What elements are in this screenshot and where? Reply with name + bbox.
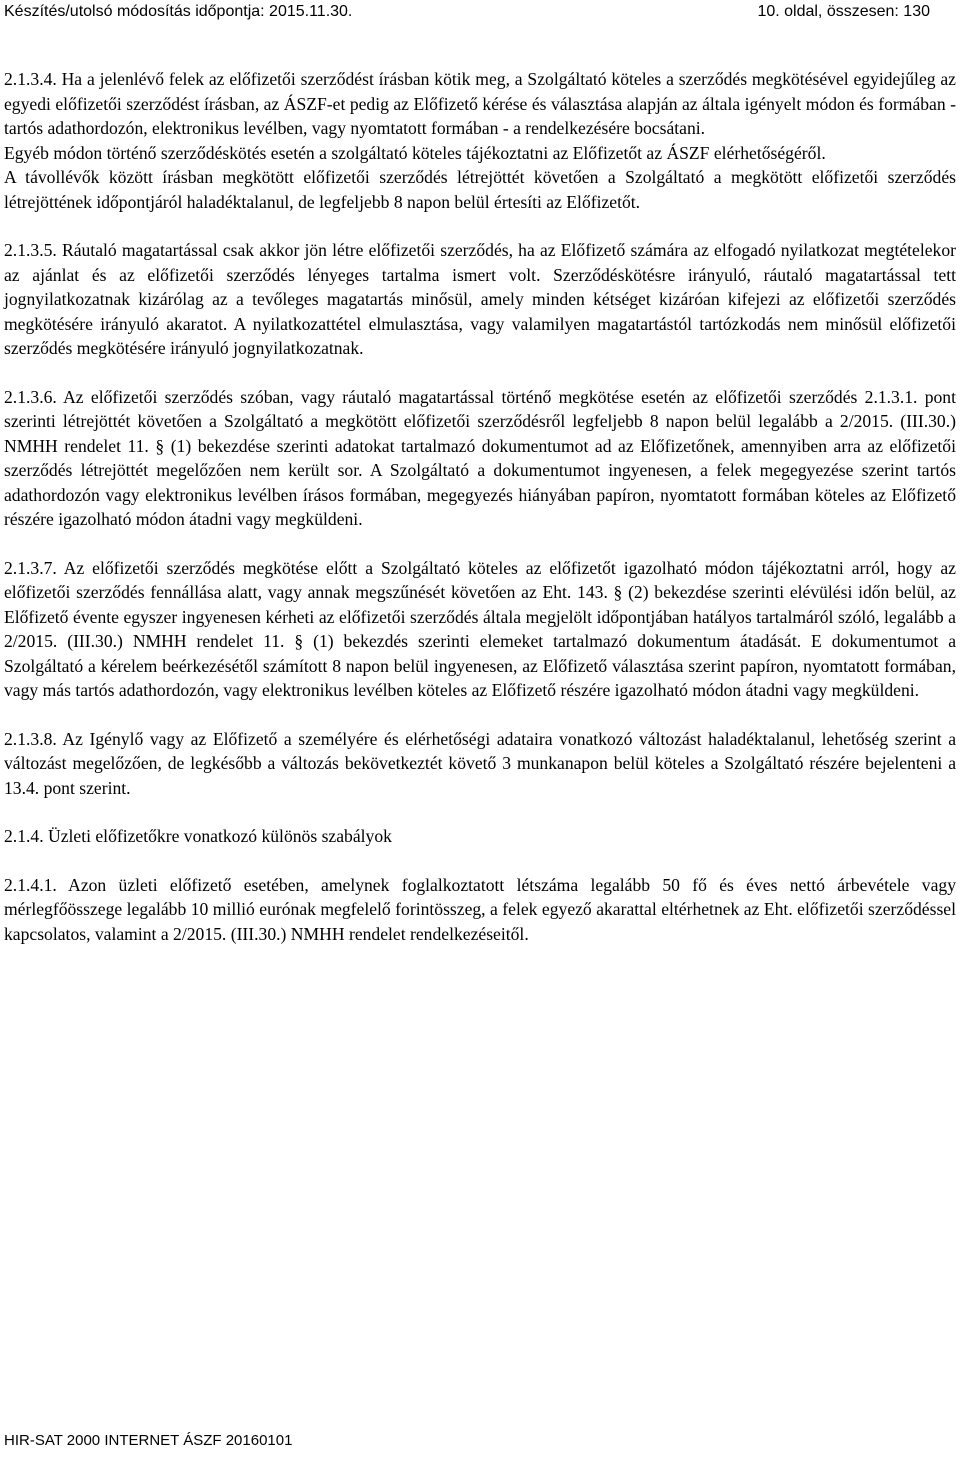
header-timestamp: Készítés/utolsó módosítás időpontja: 2015.11.30. (4, 3, 353, 20)
paragraph-distance-contract: A távollévők között írásban megkötött előfizetői szerződés létrejöttét követően a Szolgáltató a megkötött előfizetői szerződés létrejöttének időpontjáról haladéktalanul, de legfeljebb 8 napon belül értesíti az Előfizetőt. (4, 167, 956, 212)
page-footer: HIR-SAT 2000 INTERNET ÁSZF 20160101 (4, 1432, 293, 1449)
paragraph-2-1-3-8: 2.1.3.8. Az Igénylő vagy az Előfizető a személyére és elérhetőségi adataira vonatkozó változást haladéktalanul, lehetőség szerint a változást megelőzően, de legkésőbb a változás bekövetkeztét követő 3 munkanapon belül köteles a Szolgáltató részére bejelenteni a 13.4. pont szerint. (4, 728, 956, 798)
paragraph-2-1-3-4: 2.1.3.4. Ha a jelenlévő felek az előfizetői szerződést írásban kötik meg, a Szolgáltató köteles a szerződés megkötésével egyidejűleg az egyedi előfizetői szerződést írásban, az ÁSZF-et pedig az Előfizető kérése és választása alapján az általa igényelt módon és formában - tartós adathordozón, elektronikus levélben, vagy nyomtatott formában - a rendelkezésére bocsátani. (4, 69, 956, 138)
paragraph-2-1-3-6: 2.1.3.6. Az előfizetői szerződés szóban, vagy ráutaló magatartással történő megkötése esetén az előfizetői szerződés 2.1.3.1. pont szerinti létrejöttét követően a Szolgáltató a megkötött előfizetői szerződésről legfeljebb 8 napon belül legalább a 2/2015. (III.30.) NMHH rendelet 11. § (1) bekezdése szerinti adatokat tartalmazó dokumentumot ad az Előfizetőnek, amennyiben arra az előfizetői szerződés létrejöttét megelőzően nem került sor. A Szolgáltató a dokumentumot ingyenesen, a felek megegyezése szerint tartós adathordozón vagy elektronikus levélben írásos formában, megegyezés hiányában papíron, nyomtatott formában köteles az Előfizető részére igazolható módon átadni vagy megküldeni. (4, 386, 956, 529)
paragraph-2-1-3-7: 2.1.3.7. Az előfizetői szerződés megkötése előtt a Szolgáltató köteles az előfizetőt igazolható módon tájékoztatni arról, hogy az előfizetői szerződés fennállása alatt, vagy annak megszűnését követően az Eht. 143. § (2) bekezdése szerinti elévülési időn belül, az Előfizető évente egyszer ingyenesen kérheti az előfizetői szerződés általa megjelölt időpontjában hatályos tartalmáról szóló, legalább a 2/2015. (III.30.) NMHH rendelet 11. § (1) bekezdés szerinti elemeket tartalmazó dokumentum átadását. E dokumentumot a Szolgáltató a kérelem beérkezésétől számított 8 napon belül ingyenesen, az Előfizető választása szerint papíron, nyomtatott formában, vagy más tartós adathordozón, vagy elektronikus levélben köteles az Előfizető részére igazolható módon átadni vagy megküldeni. (4, 557, 956, 700)
section-heading-2-1-4: 2.1.4. Üzleti előfizetőkre vonatkozó különös szabályok (4, 826, 392, 846)
header-page-count: 10. oldal, összesen: 130 (757, 3, 930, 20)
document-body (4, 67, 956, 946)
paragraph-2-1-4-1: 2.1.4.1. Azon üzleti előfizető esetében, amelynek foglalkoztatott létszáma legalább 50 fő és éves nettó árbevétele vagy mérlegfőösszege legalább 10 millió eurónak megfelelő forintösszeg, a felek egyező akarattal eltérhetnek az Eht. előfizetői szerződéssel kapcsolatos, valamint a 2/2015. (III.30.) NMHH rendelet rendelkezéseitől. (4, 874, 956, 944)
paragraph-2-1-3-5: 2.1.3.5. Ráutaló magatartással csak akkor jön létre előfizetői szerződés, ha az Előfizető számára az elfogadó nyilatkozat megtételekor az ajánlat és az előfizetői szerződés lényeges tartalma ismert volt. Szerződéskötésre irányuló, ráutaló magatartással tett jognyilatkozatnak kizárólag az a tevőleges magatartás minősül, amely minden kétséget kizáróan kifejezi az előfizetői szerződés megkötésére irányuló akaratot. A nyilatkozattétel elmulasztása, vagy valamilyen magatartástól tartózkodás nem minősül előfizetői szerződés megkötésére irányuló jognyilatkozatnak. (4, 240, 956, 358)
paragraph-other-contract: Egyéb módon történő szerződéskötés esetén a szolgáltató köteles tájékoztatni az Előfizetőt az ÁSZF elérhetőségéről. (4, 142, 826, 163)
page-header (4, 0, 930, 26)
